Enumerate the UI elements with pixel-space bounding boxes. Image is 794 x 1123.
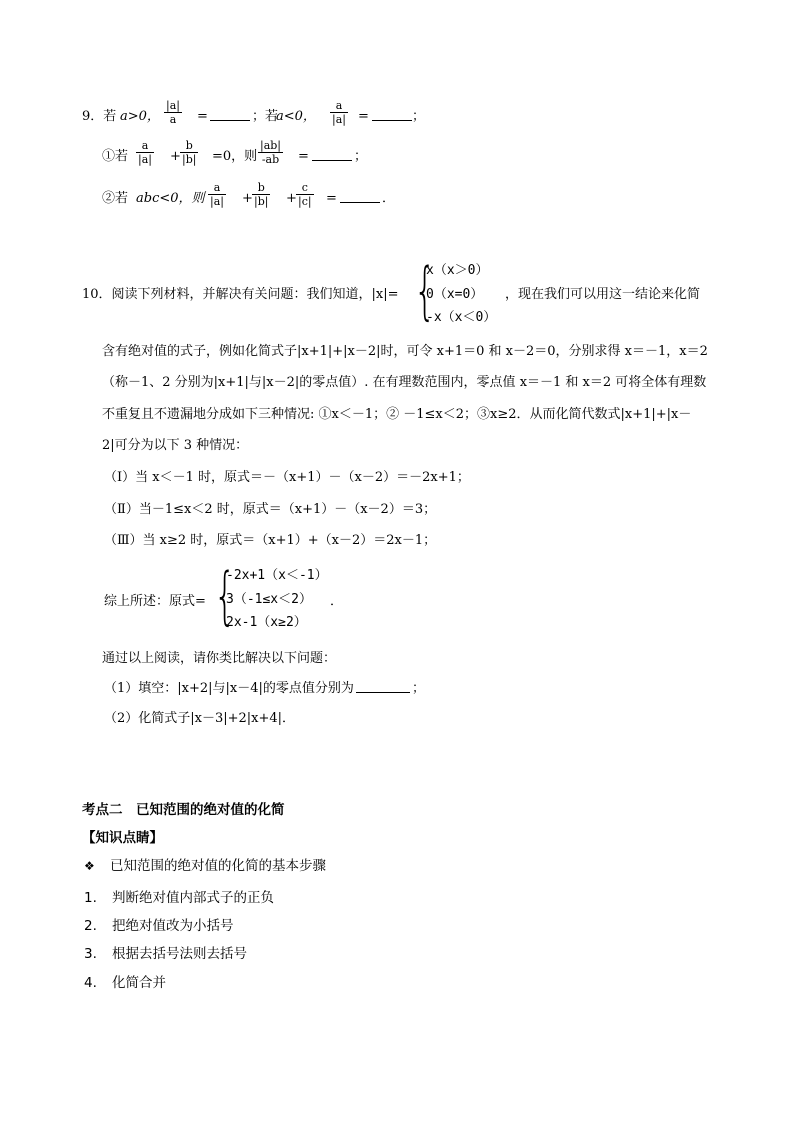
q10-part-1: （1）填空：|x+2|与|x－4|的零点值分别为 [104,681,354,696]
q9-sub1-fraction-a: a |a| [138,139,152,166]
q9-sub2-fraction-a: a |a| [210,181,224,208]
diamond-bullet-icon: ❖ [84,859,95,873]
step-number: 2. [84,918,97,934]
q9-condition-positive: a>0， [120,109,160,124]
q10-line: 不重复且不遗漏地分成如下三种情况: ①x＜－1；② －1≤x＜2；③x≥2．从而化简代数式|x+1|+|x－ [102,407,692,422]
step-text: 判断绝对值内部式子的正负 [112,890,274,906]
q9-number: 9．若 [82,109,117,124]
q9-sub1-label: ①若 [102,149,129,164]
summary-brace: { [214,559,236,632]
answer-blank[interactable] [312,148,352,161]
q9-sub1-fraction-b: b |b| [182,139,197,166]
q9-sub2-fraction-b: b |b| [254,181,269,208]
q9-fraction-1: |a| a [166,99,180,126]
q10-analogy: 通过以上阅读，请你类比解决以下问题： [102,651,337,666]
q9-sub1-fraction-ab: |ab| -ab [260,139,282,166]
step-text: 化简合并 [112,975,166,991]
q10-summary: 综上所述：原式= [104,594,206,609]
step-number: 1. [84,890,97,906]
q10-case-ii: （Ⅱ）当－1≤x＜2 时，原式＝（x+1）－（x－2）＝3； [104,502,437,517]
answer-blank[interactable] [340,190,380,203]
q10-line: 含有绝对值的式子，例如化简式子|x+1|+|x－2|时，可令 x+1＝0 和 x－2＝0，分别求得 x＝－1，x＝2 [102,344,708,359]
piecewise-brace: { [414,254,436,327]
q9-sub2-label: ②若 [102,191,129,206]
answer-blank[interactable] [356,680,410,693]
q9-fraction-2: a |a| [332,99,346,126]
knowledge-heading: 【知识点睛】 [82,830,163,846]
step-text: 把绝对值改为小括号 [112,918,234,934]
q9-sub2-fraction-c: c |c| [298,181,312,208]
answer-blank[interactable] [210,108,250,121]
q10-intro: 10．阅读下列材料，并解决有关问题：我们知道，|x|= [82,287,399,302]
step-number: 4. [84,975,97,991]
q10-case-iii: （Ⅲ）当 x≥2 时，原式＝（x+1）+（x－2）＝2x－1； [104,533,437,548]
bullet-text: 已知范围的绝对值的化简的基本步骤 [110,858,326,874]
q9-condition-negative: a<0， [276,109,316,124]
q10-case-i: （Ⅰ）当 x＜－1 时，原式＝－（x+1）－（x－2）＝－2x+1； [104,470,470,485]
q10-line: 2|可分为以下 3 种情况： [102,438,249,453]
section-title: 考点二 已知范围的绝对值的化简 [82,802,285,818]
answer-blank[interactable] [372,108,412,121]
q10-line: （称－1、2 分别为|x+1|与|x－2|的零点值）. 在有理数范围内，零点值 x＝－1 和 x＝2 可将全体有理数 [102,375,707,390]
step-text: 根据去括号法则去括号 [112,946,247,962]
step-number: 3. [84,946,97,962]
q10-part-2: （2）化简式子|x－3|+2|x+4|． [104,711,296,726]
